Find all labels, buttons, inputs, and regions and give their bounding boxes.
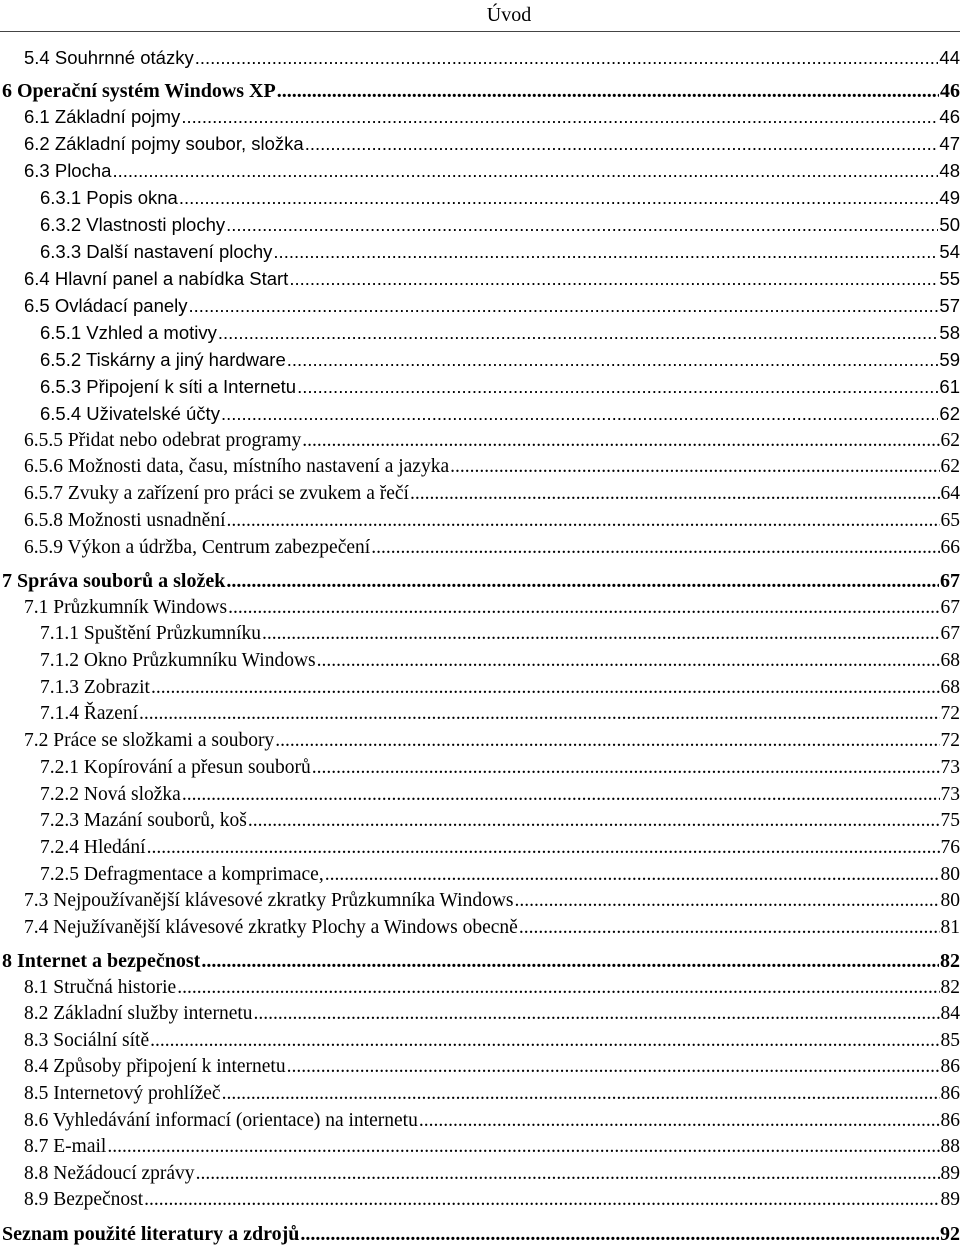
toc-entry-page-number: 76 [940,837,960,858]
toc-dot-leader [289,266,938,292]
toc-entry-title: 6.4 Hlavní panel a nabídka Start [24,268,289,289]
toc-dot-leader [150,1028,939,1054]
toc-entry-page-number: 46 [940,80,960,102]
toc-dot-leader [195,45,939,71]
toc-entry-page-number: 57 [939,295,960,316]
toc-entry-page-number: 48 [939,160,960,181]
toc-dot-leader [144,1187,939,1213]
toc-entry-title: 8 Internet a bezpečnost [2,950,201,972]
toc-entry[interactable] [0,835,960,861]
toc-dot-leader [181,104,938,130]
toc-entry[interactable] [0,862,960,888]
toc-dot-leader [254,1001,940,1027]
toc-entry-page-number: 88 [940,1136,960,1157]
toc-dot-leader [218,320,939,346]
toc-entry-title: 8.6 Vyhledávání informací (orientace) na internetu [24,1110,418,1131]
toc-entry-page-number: 82 [940,977,960,998]
toc-dot-leader [179,185,939,211]
toc-entry-page-number: 47 [939,133,960,154]
toc-entry[interactable] [0,401,960,427]
toc-dot-leader [317,648,940,674]
toc-entry-page-number: 73 [940,784,960,805]
toc-entry[interactable] [0,1134,960,1160]
toc-entry-page-number: 72 [940,703,960,724]
toc-entry-page-number: 72 [940,730,960,751]
toc-entry[interactable] [0,948,960,974]
toc-entry-title: 8.3 Sociální sítě [24,1030,150,1051]
toc-entry-title: 6.5.6 Možnosti data, času, místního nastavení a jazyka [24,456,450,477]
toc-dot-leader [226,568,939,594]
toc-entry-title: 6.2 Základní pojmy soubor, složka [24,133,304,154]
toc-dot-leader [177,975,939,1001]
toc-dot-leader [277,78,939,104]
toc-entry[interactable] [0,808,960,834]
toc-entry-title: 7.1 Průzkumník Windows [24,597,228,618]
toc-entry-page-number: 81 [940,917,960,938]
toc-entry-page-number: 54 [939,241,960,262]
toc-entry-title: 6.5.1 Vzhled a motivy [40,322,217,343]
toc-entry[interactable] [0,755,960,781]
toc-entry-page-number: 59 [939,349,960,370]
toc-entry[interactable] [0,648,960,674]
toc-dot-leader [419,1108,940,1134]
page-header [0,2,960,28]
toc-entry[interactable] [0,293,960,319]
toc-entry-page-number: 73 [940,757,960,778]
page-header-title: Úvod [486,4,532,26]
toc-entry-title: 8.7 E-mail [24,1136,107,1157]
toc-entry[interactable] [0,454,960,480]
toc-entry-page-number: 86 [940,1110,960,1131]
toc-dot-leader [450,454,939,480]
toc-entry-title: 7 Správa souborů a složek [2,570,226,592]
toc-entry[interactable] [0,888,960,914]
toc-dot-leader [300,1221,939,1247]
toc-entry[interactable] [0,239,960,265]
toc-entry-page-number: 65 [940,510,960,531]
toc-entry-page-number: 68 [940,650,960,671]
toc-entry-title: 6.5.3 Připojení k síti a Internetu [40,376,297,397]
toc-dot-leader [519,915,940,941]
toc-entry-title: 5.4 Souhrnné otázky [24,47,194,68]
toc-entry-title: 6.1 Základní pojmy [24,106,181,127]
toc-entry[interactable] [0,1028,960,1054]
toc-entry[interactable] [0,1108,960,1134]
toc-entry-title: 6.3.1 Popis okna [40,187,178,208]
toc-dot-leader [262,621,939,647]
toc-entry-page-number: 62 [939,403,960,424]
toc-entry[interactable] [0,347,960,373]
toc-dot-leader [107,1134,939,1160]
toc-entry-page-number: 75 [940,810,960,831]
toc-entry-page-number: 86 [940,1056,960,1077]
toc-dot-leader [305,131,939,157]
toc-entry[interactable] [0,782,960,808]
toc-entry[interactable] [0,104,960,130]
toc-entry-title: 6.3.2 Vlastnosti plochy [40,214,226,235]
toc-entry-page-number: 46 [939,106,960,127]
toc-entry-page-number: 50 [939,214,960,235]
toc-dot-leader [248,808,940,834]
toc-entry-title: 6.5.7 Zvuky a zařízení pro práci se zvukem a řečí [24,483,409,504]
toc-dot-leader [112,158,938,184]
toc-entry-title: Seznam použité literatury a zdrojů [2,1223,300,1245]
toc-entry-title: 6.5.8 Možnosti usnadnění [24,510,226,531]
toc-entry[interactable] [0,1221,960,1247]
toc-dot-leader [297,374,938,400]
toc-entry-title: 6.3 Plocha [24,160,112,181]
toc-dot-leader [410,481,940,507]
toc-entry-page-number: 49 [939,187,960,208]
toc-entry-title: 8.1 Stručná historie [24,977,177,998]
toc-entry-page-number: 86 [940,1083,960,1104]
toc-entry[interactable] [0,595,960,621]
toc-entry[interactable] [0,428,960,454]
toc-entry-title: 8.9 Bezpečnost [24,1189,144,1210]
toc-entry[interactable] [0,568,960,594]
toc-dot-leader [147,835,940,861]
toc-entry-title: 6.5.5 Přidat nebo odebrat programy [24,430,302,451]
toc-entry[interactable] [0,1081,960,1107]
toc-entry[interactable] [0,78,960,104]
toc-dot-leader [226,212,938,238]
toc-entry-page-number: 68 [940,677,960,698]
toc-entry[interactable] [0,212,960,238]
toc-entry-page-number: 67 [940,570,960,592]
toc-entry-title: 7.2 Práce se složkami a soubory [24,730,275,751]
toc-dot-leader [287,1054,940,1080]
toc-entry-title: 8.2 Základní služby internetu [24,1003,253,1024]
toc-entry-title: 7.1.1 Spuštění Průzkumníku [40,623,262,644]
toc-dot-leader [325,862,940,888]
toc-entry[interactable] [0,1161,960,1187]
toc-dot-leader [302,428,939,454]
toc-entry-title: 7.2.1 Kopírování a přesun souborů [40,757,311,778]
toc-dot-leader [273,239,938,265]
toc-dot-leader [189,293,939,319]
toc-entry-page-number: 66 [940,537,960,558]
toc-entry-title: 7.2.4 Hledání [40,837,146,858]
toc-dot-leader [151,675,940,701]
toc-entry-title: 7.1.4 Řazení [40,703,139,724]
toc-entry-page-number: 67 [940,597,960,618]
toc-entry-title: 8.5 Internetový prohlížeč [24,1083,221,1104]
toc-entry[interactable] [0,915,960,941]
toc-entry[interactable] [0,508,960,534]
toc-entry-title: 6.3.3 Další nastavení plochy [40,241,273,262]
toc-dot-leader [275,728,939,754]
toc-entry[interactable] [0,701,960,727]
toc-entry-page-number: 92 [940,1223,960,1245]
toc-entry-page-number: 80 [940,864,960,885]
toc-dot-leader [226,508,939,534]
toc-entry-title: 6.5.9 Výkon a údržba, Centrum zabezpečení [24,537,371,558]
toc-dot-leader [221,401,938,427]
toc-entry-page-number: 89 [940,1189,960,1210]
toc-entry-title: 7.2.2 Nová složka [40,784,181,805]
header-divider [0,31,960,32]
toc-dot-leader [201,948,939,974]
toc-entry-title: 6 Operační systém Windows XP [2,80,276,102]
toc-entry[interactable] [0,621,960,647]
toc-entry-page-number: 82 [940,950,960,972]
toc-entry-title: 8.4 Způsoby připojení k internetu [24,1056,286,1077]
toc-entry[interactable] [0,374,960,400]
toc-entry[interactable] [0,185,960,211]
toc-entry[interactable] [0,675,960,701]
toc-dot-leader [312,755,940,781]
toc-entry[interactable] [0,131,960,157]
toc-dot-leader [287,347,939,373]
toc-entry-page-number: 89 [940,1163,960,1184]
toc-entry-page-number: 64 [940,483,960,504]
toc-entry-page-number: 62 [940,430,960,451]
toc-entry-page-number: 85 [940,1030,960,1051]
toc-entry-title: 7.4 Nejužívanější klávesové zkratky Plochy a Windows obecně [24,917,518,938]
toc-entry[interactable] [0,1187,960,1213]
toc-entry-title: 8.8 Nežádoucí zprávy [24,1163,195,1184]
toc-dot-leader [228,595,939,621]
toc-entry[interactable] [0,1054,960,1080]
toc-entry-title: 6.5.4 Uživatelské účty [40,403,220,424]
toc-dot-leader [139,701,939,727]
toc-entry-title: 6.5.2 Tiskárny a jiný hardware [40,349,286,370]
toc-entry-page-number: 58 [939,322,960,343]
toc-entry-title: 7.3 Nejpoužívanější klávesové zkratky Průzkumníka Windows [24,890,514,911]
toc-entry[interactable] [0,45,960,71]
toc-dot-leader [515,888,940,914]
toc-entry-page-number: 80 [940,890,960,911]
toc-entry[interactable] [0,320,960,346]
toc-entry-title: 7.1.2 Okno Průzkumníku Windows [40,650,316,671]
toc-entry[interactable] [0,1001,960,1027]
toc-entry-page-number: 84 [940,1003,960,1024]
toc-dot-leader [371,535,939,561]
toc-dot-leader [196,1161,940,1187]
toc-dot-leader [182,782,940,808]
toc-entry-page-number: 62 [940,456,960,477]
toc-entry-page-number: 44 [939,47,960,68]
toc-entry[interactable] [0,975,960,1001]
toc-entry[interactable] [0,266,960,292]
toc-entry[interactable] [0,728,960,754]
toc-entry-page-number: 55 [939,268,960,289]
toc-entry-title: 7.1.3 Zobrazit [40,677,150,698]
toc-entry-title: 6.5 Ovládací panely [24,295,188,316]
toc-entry[interactable] [0,535,960,561]
toc-entry[interactable] [0,158,960,184]
toc-entry-page-number: 67 [940,623,960,644]
toc-entry-title: 7.2.3 Mazání souborů, koš [40,810,247,831]
toc-dot-leader [222,1081,940,1107]
toc-entry-page-number: 61 [939,376,960,397]
toc-entry[interactable] [0,481,960,507]
toc-entry-title: 7.2.5 Defragmentace a komprimace, [40,864,324,885]
